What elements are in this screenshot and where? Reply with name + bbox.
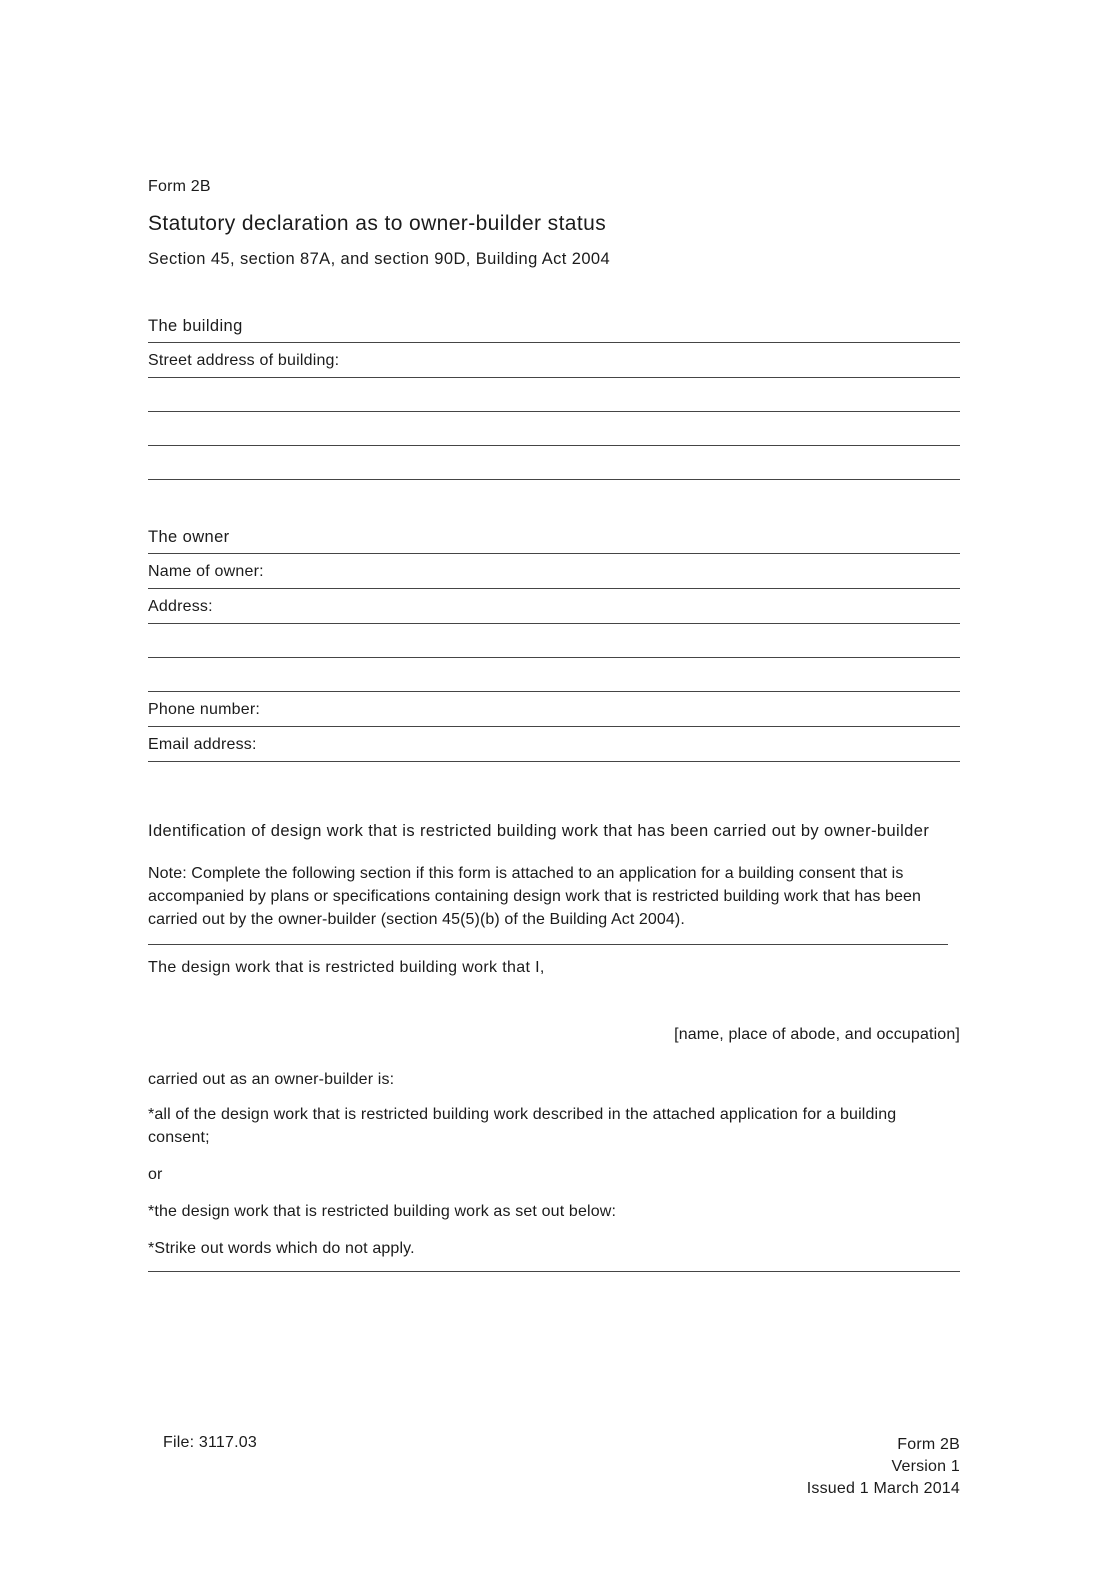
file-reference: File: 3117.03	[163, 1434, 257, 1451]
identification-section-heading: Identification of design work that is restricted building work that has been carried out by owner-builder	[148, 822, 930, 840]
blank-line	[148, 624, 960, 658]
street-address-field	[148, 343, 960, 378]
document-subtitle: Section 45, section 87A, and section 90D, Building Act 2004	[148, 250, 611, 268]
document-title: Statutory declaration as to owner-builder status	[148, 212, 607, 235]
identification-note: Note: Complete the following section if this form is attached to an application for a building consent that is accompanied by plans or specifications containing design work that is restricted building work that has been carried out by the owner-builder (section 45(5)(b) of the Building Act 2004).	[148, 862, 948, 945]
footer-version-block	[807, 1434, 960, 1500]
footer-version: Version 1	[891, 1458, 960, 1475]
name-abode-occupation-hint: [name, place of abode, and occupation]	[674, 1026, 960, 1043]
declaration-block	[148, 945, 960, 1272]
carried-out-text: carried out as an owner-builder is:	[148, 1071, 395, 1088]
building-section-heading: The building	[148, 317, 960, 343]
option-all-design-work: *all of the design work that is restricted building work described in the attached application for a building consent;	[148, 1106, 897, 1146]
owner-email-field	[148, 727, 960, 762]
street-address-label: Street address of building:	[148, 352, 340, 369]
owner-phone-field	[148, 692, 960, 727]
owner-name-field	[148, 554, 960, 589]
form-number: Form 2B	[148, 178, 211, 195]
blank-line	[148, 658, 960, 692]
owner-email-label: Email address:	[148, 736, 257, 753]
page-footer	[163, 1434, 960, 1500]
option-set-out-below: *the design work that is restricted building work as set out below:	[148, 1203, 617, 1220]
or-text: or	[148, 1166, 163, 1183]
footer-form-number: Form 2B	[897, 1436, 960, 1453]
blank-line	[148, 446, 960, 480]
owner-section-heading: The owner	[148, 528, 960, 554]
footer-issued-date: Issued 1 March 2014	[806, 1480, 960, 1497]
owner-name-label: Name of owner:	[148, 563, 264, 580]
blank-line	[148, 412, 960, 446]
blank-line	[148, 378, 960, 412]
owner-phone-label: Phone number:	[148, 701, 261, 718]
page-content	[148, 0, 960, 1272]
owner-address-field	[148, 589, 960, 624]
owner-address-label: Address:	[148, 598, 213, 615]
declaration-intro: The design work that is restricted building work that I,	[148, 959, 545, 976]
strike-out-note: *Strike out words which do not apply.	[148, 1240, 415, 1257]
